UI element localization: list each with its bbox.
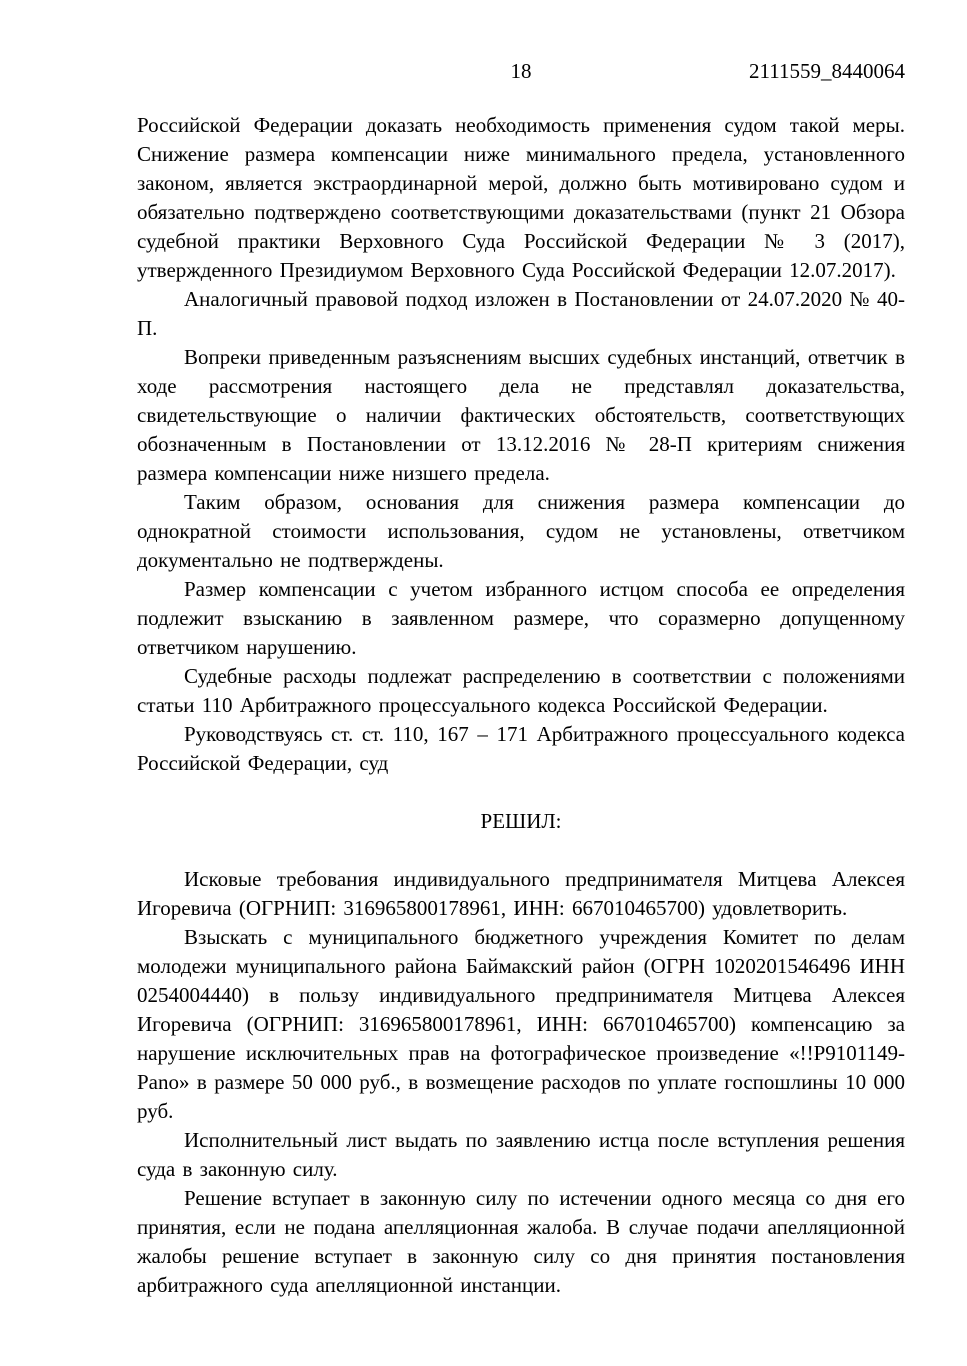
paragraph: Взыскать с муниципального бюджетного учреждения Комитет по делам молодежи муниципального района Баймакский район (ОГРН 1020201546496 ИНН 0254004440) в пользу индивидуального предпринимателя Митцева Алексея Игоревича (ОГРНИП: 316965800178961, ИНН: 667010465700) компенсацию за нарушение исключительных прав на фотографическое произведение «!!P9101149-Pano» в размере 50 000 руб., в возмещение расходов по уплате госпошлины 10 000 руб.	[137, 925, 905, 1123]
page-header	[137, 57, 905, 86]
paragraph: Руководствуясь ст. ст. 110, 167 – 171 Арбитражного процессуального кодекса Российской Федерации, суд	[137, 722, 905, 775]
document-id: 2111559_8440064	[749, 59, 905, 83]
resolution-paragraphs	[137, 865, 905, 1300]
body-paragraphs	[137, 111, 905, 778]
paragraph: Аналогичный правовой подход изложен в Постановлении от 24.07.2020 № 40-П.	[137, 287, 905, 340]
paragraph: Исковые требования индивидуального предпринимателя Митцева Алексея Игоревича (ОГРНИП: 316965800178961, ИНН: 667010465700) удовлетворить.	[137, 867, 905, 920]
paragraph: Решение вступает в законную силу по истечении одного месяца со дня его принятия, если не подана апелляционная жалоба. В случае подачи апелляционной жалобы решение вступает в законную силу со дня принятия постановления арбитражного суда апелляционной инстанции.	[137, 1186, 905, 1297]
document-body	[137, 111, 905, 1300]
page-number: 18	[510, 59, 532, 83]
paragraph: Вопреки приведенным разъяснениям высших судебных инстанций, ответчик в ходе рассмотрения настоящего дела не представлял доказательства, свидетельствующие о наличии фактических обстоятельств, соответствующих обозначенным в Постановлении от 13.12.2016 № 28-П критериям снижения размера компенсации ниже низшего предела.	[137, 345, 905, 485]
paragraph: Российской Федерации доказать необходимость применения судом такой меры. Снижение размера компенсации ниже минимального предела, установленного законом, является экстраординарной мерой, должно быть мотивировано судом и обязательно подтверждено соответствующими доказательствами (пункт 21 Обзора судебной практики Верховного Суда Российской Федерации № 3 (2017), утвержденного Президиумом Верховного Суда Российской Федерации 12.07.2017).	[137, 113, 905, 282]
paragraph: Размер компенсации с учетом избранного истцом способа ее определения подлежит взысканию в заявленном размере, что соразмерно допущенному ответчиком нарушению.	[137, 577, 905, 659]
paragraph: Исполнительный лист выдать по заявлению истца после вступления решения суда в законную силу.	[137, 1128, 905, 1181]
paragraph: Судебные расходы подлежат распределению в соответствии с положениями статьи 110 Арбитражного процессуального кодекса Российской Федерации.	[137, 664, 905, 717]
paragraph: Таким образом, основания для снижения размера компенсации до однократной стоимости использования, судом не установлены, ответчиком документально не подтверждены.	[137, 490, 905, 572]
resolution-heading: РЕШИЛ:	[480, 809, 562, 833]
